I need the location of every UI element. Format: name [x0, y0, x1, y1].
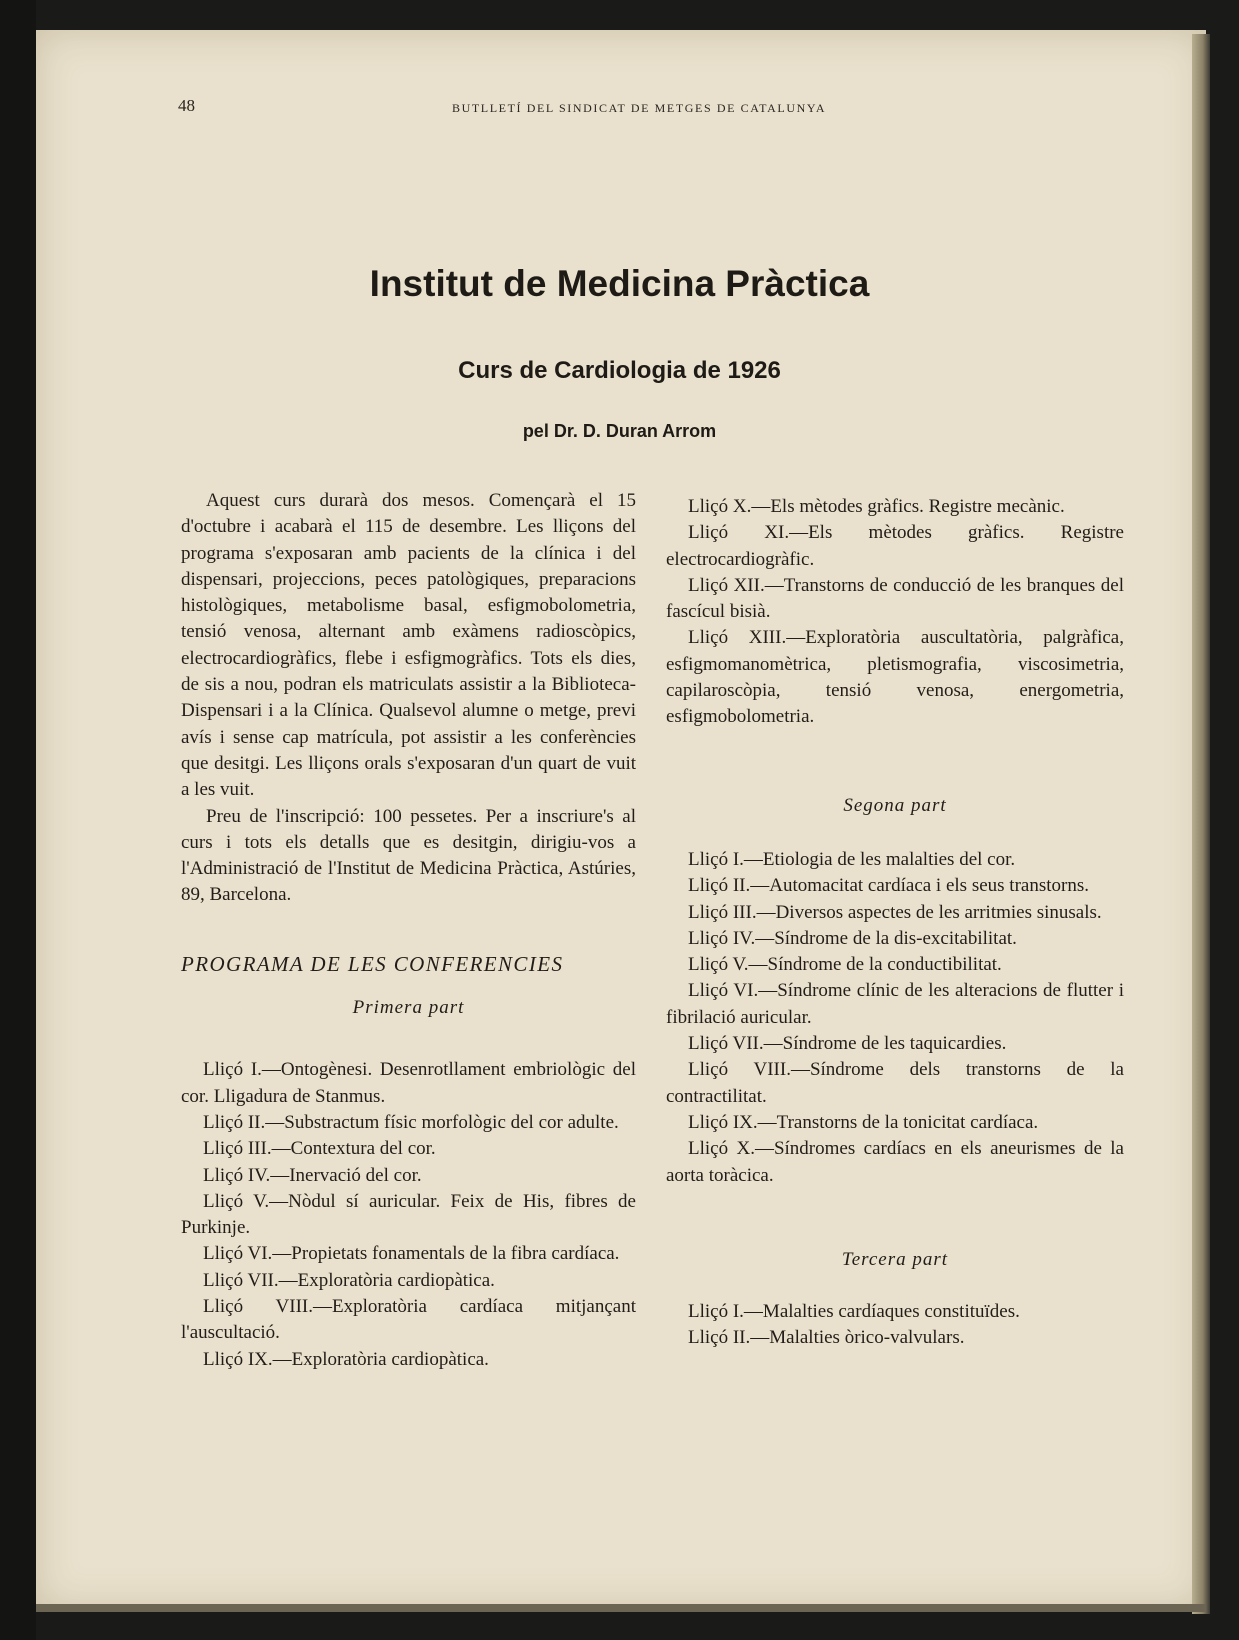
lesson-item: Lliçó III.—Diversos aspectes de les arritmies sinusals.: [688, 901, 1102, 923]
part-heading: Tercera part: [841, 1248, 949, 1270]
lesson-item: Lliçó V.—Nòdul sí auricular. Feix de His, fibres de Purkinje.: [181, 1190, 636, 1239]
page-number: 48: [178, 96, 195, 115]
part-heading: Primera part: [352, 997, 465, 1019]
part-heading: Segona part: [843, 794, 947, 816]
left-column: [181, 488, 636, 1373]
program-heading: PROGRAMA DE LES CONFERENCIES: [181, 951, 564, 976]
right-column: [666, 494, 1124, 1352]
lesson-item: Lliçó X.—Els mètodes gràfics. Registre mecànic.: [688, 496, 1065, 517]
lesson-item: Lliçó VI.—Propietats fonamentals de la fibra cardíaca.: [203, 1243, 620, 1265]
article-subtitle: Curs de Cardiologia de 1926: [458, 357, 781, 384]
lesson-item: Lliçó XIII.—Exploratòria auscultatòria, palgràfica, esfigmomanomètrica, pletismografia, viscosimetria, capilaroscòpia, tensió venosa, energometria, esfigmobolometria.: [666, 627, 1124, 728]
lesson-item: Lliçó III.—Contextura del cor.: [203, 1138, 436, 1160]
lesson-item: Lliçó I.—Ontogènesi. Desenrotllament embriològic del cor. Lligadura de Stanmus.: [181, 1059, 636, 1107]
scan-background: [0, 0, 36, 1640]
lesson-item: Lliçó X.—Síndromes cardíacs en els aneurismes de la aorta toràcica.: [666, 1138, 1124, 1186]
article-title: Institut de Medicina Pràctica: [369, 263, 870, 304]
article-author: pel Dr. D. Duran Arrom: [522, 421, 717, 441]
lesson-item: Lliçó V.—Síndrome de la conductibilitat.: [688, 954, 1002, 976]
lesson-item: Lliçó II.—Malalties òrico-valvulars.: [688, 1327, 965, 1349]
lesson-item: Lliçó I.—Etiologia de les malalties del cor.: [688, 848, 1016, 870]
lesson-item: Lliçó VI.—Síndrome clínic de les alteracions de flutter i fibrilació auricular.: [666, 980, 1124, 1028]
lesson-item: Lliçó XII.—Transtorns de conducció de les branques del fascícul bisià.: [666, 574, 1124, 623]
intro-paragraph: Aquest curs durarà dos mesos. Començarà el 15 d'octubre i acabarà el 115 de desembre. Les lliçons del programa s'exposaran amb pacients de la clínica i del dispensari, projeccions, peces patològiques, preparacions histològiques, metabolisme basal, esfigmobolometria, tensió venosa, alternant amb exàmens radioscòpics, electrocardiogràfics, flebe i esfigmogràfics. Tots els dies, de sis a nou, podran els matriculats assistir a la Biblioteca-Dispensari i a la Clínica. Qualsevol alumne o metge, previ avís i sense cap matrícula, pot assistir a les conferències que desitgi. Les lliçons orals s'exposaran d'un quart de vuit a les vuit.: [181, 490, 636, 801]
lesson-item: Lliçó II.—Automacitat cardíaca i els seus transtorns.: [688, 875, 1089, 897]
lesson-item: Lliçó II.—Substractum físic morfològic del cor adulte.: [203, 1111, 619, 1133]
lesson-item: Lliçó IX.—Exploratòria cardiopàtica.: [203, 1348, 489, 1370]
lesson-item: Lliçó IV.—Síndrome de la dis-excitabilitat.: [688, 927, 1017, 949]
lesson-item: Lliçó VII.—Exploratòria cardiopàtica.: [203, 1269, 495, 1291]
intro-paragraph: Preu de l'inscripció: 100 pessetes. Per a inscriure's al curs i tots els detalls que es desitgin, dirigiu-vos a l'Administració de l'Institut de Medicina Pràctica, Astúries, 89, Barcelona.: [181, 805, 636, 906]
lesson-item: Lliçó VIII.—Exploratòria cardíaca mitjançant l'auscultació.: [181, 1296, 636, 1344]
lesson-item: Lliçó XI.—Els mètodes gràfics. Registre electrocardiogràfic.: [666, 522, 1124, 570]
lesson-item: Lliçó IV.—Inervació del cor.: [203, 1164, 422, 1186]
lesson-item: Lliçó VII.—Síndrome de les taquicardies.: [688, 1033, 1007, 1055]
lesson-item: Lliçó IX.—Transtorns de la tonicitat cardíaca.: [688, 1111, 1039, 1133]
running-head: BUTLLETÍ DEL SINDICAT DE METGES DE CATALUNYA: [452, 101, 827, 115]
lesson-item: Lliçó I.—Malalties cardíaques constituïdes.: [688, 1301, 1020, 1323]
lesson-item: Lliçó VIII.—Síndrome dels transtorns de la contractilitat.: [666, 1059, 1124, 1107]
page-bottom-shadow: [36, 1604, 1206, 1612]
